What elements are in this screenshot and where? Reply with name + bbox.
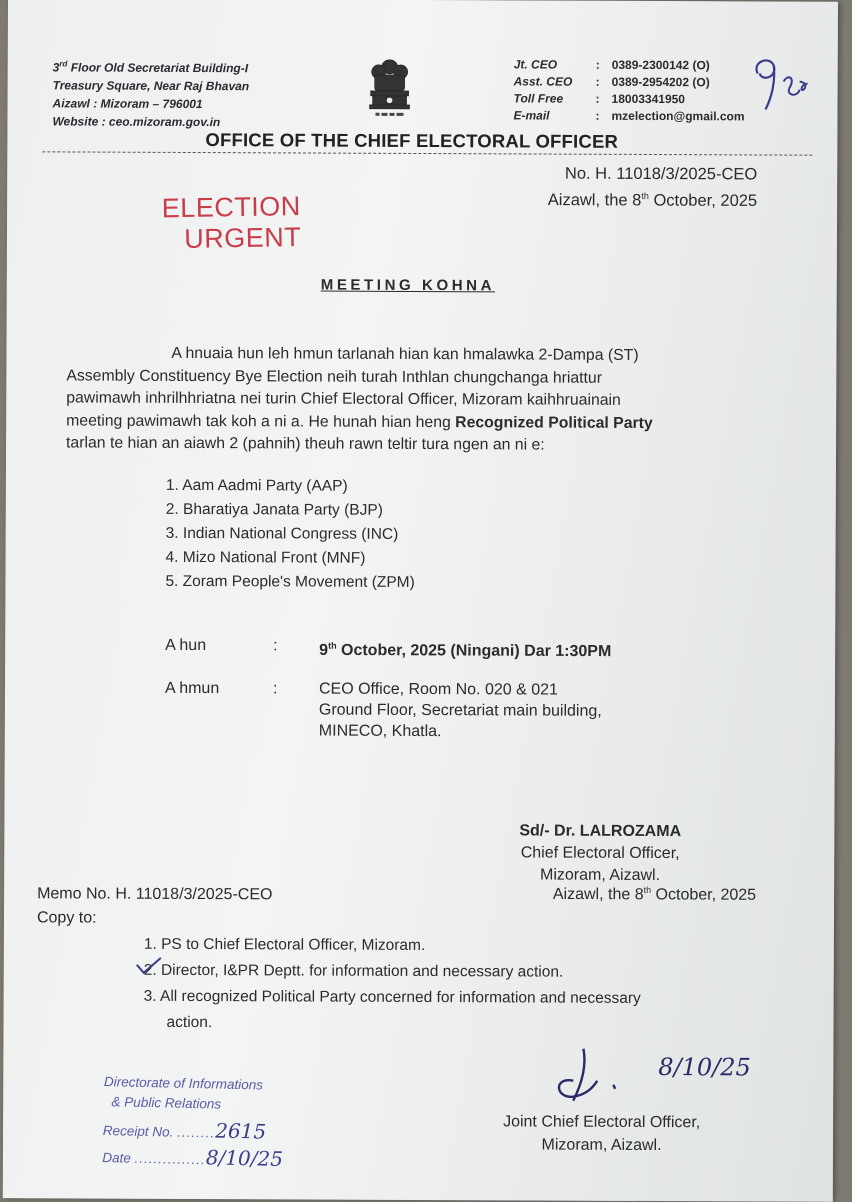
- letterhead-address: [52, 55, 249, 131]
- body-line: Assembly Constituency Bye Election neih turah Inthlan chungchanga hriattur: [66, 366, 603, 387]
- list-item: 5. Zoram People's Movement (ZPM): [165, 572, 415, 591]
- list-item: 3. Indian National Congress (INC): [165, 524, 399, 543]
- memo-block: [37, 882, 273, 931]
- subject-heading: MEETING KOHNA: [320, 276, 496, 295]
- address-line: Website : ceo.mizoram.gov.in: [52, 114, 221, 130]
- copy-to-label: Copy to:: [36, 909, 97, 927]
- contact-row: Asst. CEO : 0389-2954202 (O): [513, 74, 710, 90]
- reference-number: No. H. 11018/3/2025-CEO: [564, 164, 758, 184]
- schedule-time-row: A hun : 9th October, 2025 (Ningani) Dar 1:30PM: [165, 636, 612, 661]
- memo-date: Aizawl, the 8th October, 2025: [552, 884, 757, 904]
- body-line: tarlan te hian an aiawh 2 (pahnih) theuh rawn teltir tura ngen an ni e:: [66, 434, 545, 454]
- reference-block: [548, 163, 758, 212]
- copy-list: [143, 932, 783, 1039]
- contact-row: E-mail : mzelection@gmail.com: [513, 108, 745, 124]
- body-line: pawimawh inhrilhhriatna nei turin Chief Electoral Officer, Mizoram kaihhruainain: [66, 389, 621, 409]
- body-line: meeting pawimawh tak koh a ni a. He hunah hian heng Recognized Political Party: [66, 411, 653, 432]
- handwritten-initials-icon: [747, 51, 817, 121]
- schedule-venue-row: A hmun : CEO Office, Room No. 020 & 021 Ground Floor, Secretariat main building, MINECO, Khatla.: [164, 680, 602, 741]
- office-title: OFFICE OF THE CHIEF ELECTORAL OFFICER: [205, 129, 619, 152]
- receipt-stamp: Directorate of Informations & Public Relations Receipt No. ........2615 Date ...............8/10/25: [102, 1074, 284, 1171]
- list-item: action.: [166, 1013, 213, 1032]
- address-line: Treasury Square, Near Raj Bhavan: [52, 78, 250, 94]
- list-item: 3. All recognized Political Party concerned for information and necessary: [143, 987, 641, 1007]
- letterhead-contacts: [513, 56, 744, 125]
- contact-row: Jt. CEO : 0389-2300142 (O): [513, 57, 710, 73]
- checkmark-icon: [134, 955, 164, 977]
- reference-date: Aizawl, the 8th October, 2025: [547, 190, 758, 210]
- joint-ceo-block: Joint Chief Electoral Officer, Mizoram, Aizawl.: [503, 1113, 701, 1155]
- document-page: [3, 0, 838, 1202]
- list-item: 4. Mizo National Front (MNF): [165, 548, 366, 567]
- list-item: 2. Director, I&PR Deptt. for information and necessary action.: [143, 961, 564, 981]
- signature-date: 8/10/25: [658, 1053, 751, 1082]
- party-list: [165, 474, 415, 595]
- signature-icon: [543, 1041, 663, 1112]
- list-item: 1. PS to Chief Electoral Officer, Mizoram.: [143, 935, 426, 955]
- list-item: 1. Aam Aadmi Party (AAP): [165, 476, 348, 495]
- address-line: Aizawl : Mizoram – 796001: [52, 96, 203, 112]
- election-urgent-stamp: ELECTION URGENT: [161, 191, 302, 254]
- body-line: A hnuaia hun leh hmun tarlanah hian kan hmalawka 2-Dampa (ST): [171, 344, 639, 364]
- address-line: 3rd Floor Old Secretariat Building-I: [52, 59, 249, 76]
- contact-row: Toll Free : 18003341950: [513, 91, 686, 107]
- list-item: 2. Bharatiya Janata Party (BJP): [165, 500, 383, 519]
- signatory-block: Sd/- Dr. LALROZAMA Chief Electoral Officer, Mizoram, Aizawl.: [519, 822, 682, 885]
- memo-number: Memo No. H. 11018/3/2025-CEO: [37, 885, 273, 904]
- body-paragraph: [66, 342, 776, 458]
- meeting-schedule: [165, 635, 612, 743]
- national-emblem-icon: [361, 55, 417, 121]
